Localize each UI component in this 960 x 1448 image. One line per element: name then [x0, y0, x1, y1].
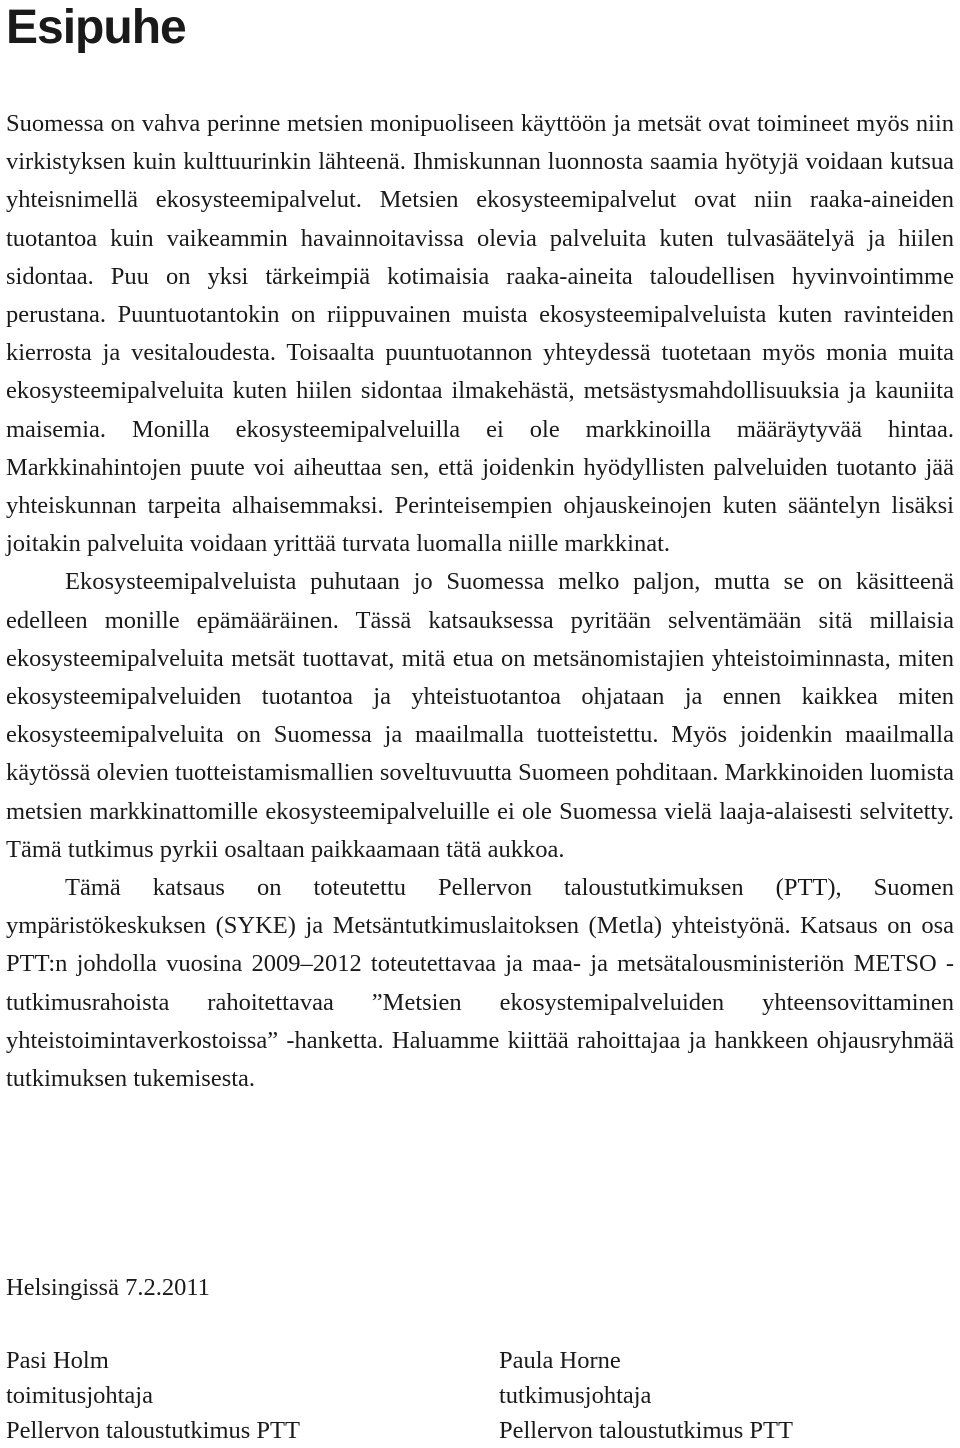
signatory-organization: Pellervon taloustutkimus PTT — [499, 1417, 793, 1444]
signatory-organization: Pellervon taloustutkimus PTT — [6, 1417, 300, 1444]
paragraph-1: Suomessa on vahva perinne metsien monipuoliseen käyttöön ja metsät ovat toimineet myös niin virkistyksen kuin kulttuurinkin lähteenä. Ihmiskunnan luonnosta saamia hyötyjä voidaan kutsua yhteisnimellä ekosysteemipalvelut. Metsien ekosysteemipalvelut ovat niin raaka-aineiden tuotantoa kuin vaikeammin havainnoitavissa olevia palveluita kuten tulvasäätelyä ja hiilen sidontaa. Puu on yksi tärkeimpiä kotimaisia raaka-aineita taloudellisen hyvinvointimme perustana. Puuntuotantokin on riippuvainen muista ekosysteemipalveluista kuten ravinteiden kierrosta ja vesitaloudesta. Toisaalta puuntuotannon yhteydessä tuotetaan myös monia muita ekosysteemipalveluita kuten hiilen sidontaa ilmakehästä, metsästysmahdollisuuksia ja kauniita maisemia. Monilla ekosysteemipalveluilla ei ole markkinoilla määräytyvää hintaa. Markkinahintojen puute voi aiheuttaa sen, että joidenkin hyödyllisten palveluiden tuotanto jää yhteiskunnan tarpeita alhaisemmaksi. Perinteisempien ohjauskeinojen kuten sääntelyn lisäksi joitakin palveluita voidaan yrittää turvata luomalla niille markkinat. — [6, 110, 954, 558]
signature-left — [6, 1343, 300, 1448]
signature-right — [499, 1343, 793, 1448]
signatory-title: toimitusjohtaja — [6, 1382, 153, 1409]
signatory-name: Pasi Holm — [6, 1347, 109, 1374]
place-and-date: Helsingissä 7.2.2011 — [6, 1274, 210, 1301]
paragraph-3: Tämä katsaus on toteutettu Pellervon taloustutkimuksen (PTT), Suomen ympäristökeskuksen (SYKE) ja Metsäntutkimuslaitoksen (Metla) yhteistyönä. Katsaus on osa PTT:n johdolla vuosina 2009–2012 toteutettavaa ja maa- ja metsätalousministeriön METSO -tutkimusrahoista rahoitettavaa ”Metsien ekosystemipalveluiden yhteensovittaminen yhteistoimintaverkostoissa” -hanketta. Haluamme kiittää rahoittajaa ja hankkeen ohjausryhmää tutkimuksen tukemisesta. — [6, 874, 954, 1093]
foreword-body — [6, 105, 954, 1098]
page-title: Esipuhe — [6, 1, 186, 54]
signatory-name: Paula Horne — [499, 1347, 621, 1374]
signatory-title: tutkimusjohtaja — [499, 1382, 652, 1409]
paragraph-2: Ekosysteemipalveluista puhutaan jo Suomessa melko paljon, mutta se on käsitteenä edelleen monille epämääräinen. Tässä katsauksessa pyritään selventämään sitä millaisia ekosysteemipalveluita metsät tuottavat, mitä etua on metsänomistajien yhteistoiminnasta, miten ekosysteemipalveluiden tuotantoa ja yhteistuotantoa ohjataan ja ennen kaikkea miten ekosysteemipalveluita on Suomessa ja maailmalla tuotteistettu. Myös joidenkin maailmalla käytössä olevien tuotteistamismallien soveltuvuutta Suomeen pohditaan. Markkinoiden luomista metsien markkinattomille ekosysteemipalveluille ei ole Suomessa vielä laaja-alaisesti selvitetty. Tämä tutkimus pyrkii osaltaan paikkaamaan tätä aukkoa. — [6, 568, 954, 863]
